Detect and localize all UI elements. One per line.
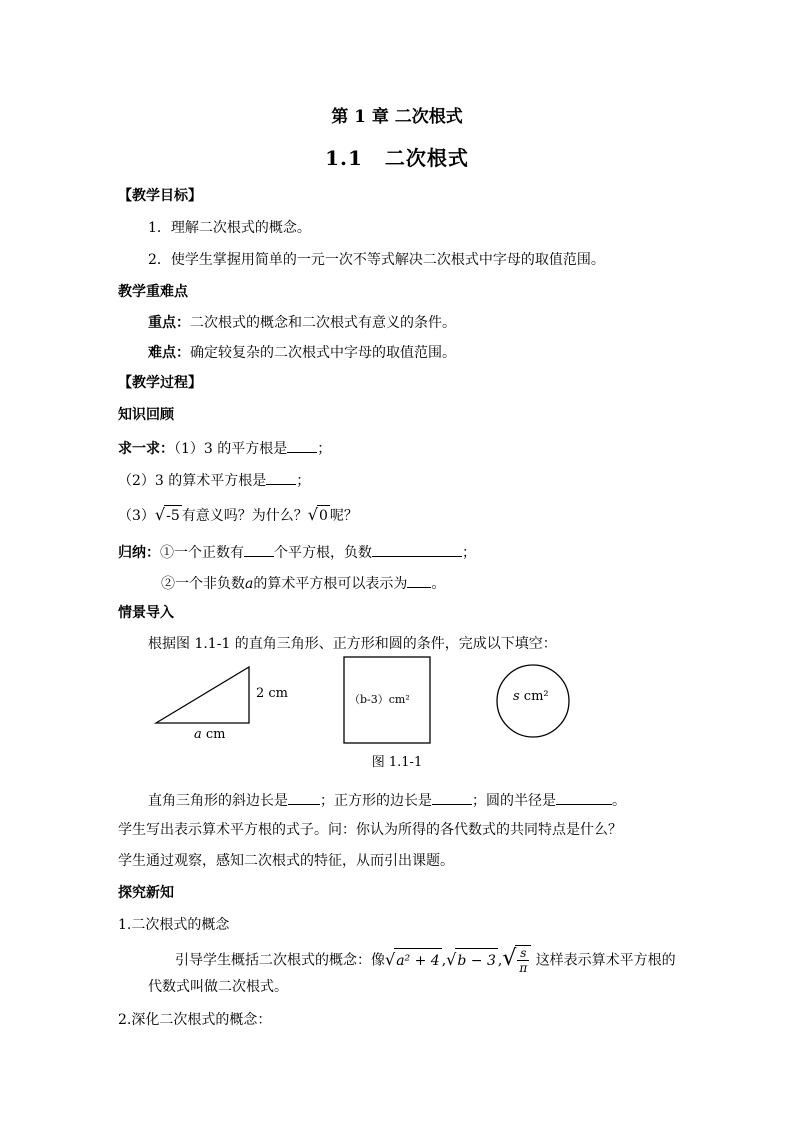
summary-label: 归纳： [118, 545, 160, 561]
answer-blank [288, 789, 320, 805]
review-question-label: 求一求： [118, 441, 174, 457]
review-heading: 知识回顾 [118, 407, 174, 423]
concept-line-2: 代数式叫做二次根式。 [148, 979, 288, 995]
focus-text: 二次根式的概念和二次根式有意义的条件。 [190, 315, 456, 331]
scene-heading: 情景导入 [118, 605, 174, 621]
objective-item-1: 1．理解二次根式的概念。 [148, 220, 311, 236]
sqrt-a-squared-plus-4: √a² + 4 [385, 948, 442, 973]
triangle-base-label: a cm [194, 727, 226, 742]
scene-fill-line: 直角三角形的斜边长是 ；正方形的边长是 ；圆的半径是 。 [148, 789, 626, 811]
scene-paragraph-2: 学生通过观察，感知二次根式的特征，从而引出课题。 [118, 853, 454, 869]
concept-line-1: 引导学生概括二次根式的概念：像√a² + 4 ,√b − 3 ,√ $\frac{s}{\pi}$ 这样表示算术平方根的 [175, 945, 676, 975]
objectives-heading: 【教学目标】 [118, 188, 202, 204]
explore-heading: 探究新知 [118, 885, 174, 901]
review-question-2: （2）3 的算术平方根是 ； [118, 469, 310, 491]
focus-label: 重点： [148, 315, 190, 331]
figure-shapes [0, 650, 794, 770]
section-number: 1.1 [325, 146, 363, 170]
figure-caption: 图 1.1-1 [371, 755, 423, 770]
square-label: （b-3）cm² [349, 693, 410, 706]
sqrt-minus-five: √-5 [154, 505, 180, 524]
triangle-side-label: 2 cm [256, 686, 289, 701]
difficulty-label: 难点： [148, 345, 190, 361]
objective-item-2: 2．使学生掌握用简单的一元一次不等式解决二次根式中字母的取值范围。 [148, 252, 605, 268]
sqrt-zero: √0 [307, 505, 328, 524]
scene-paragraph-1: 学生写出表示算术平方根的式子。问：你认为所得的各代数式的共同特点是什么？ [118, 822, 622, 838]
answer-blank [372, 541, 462, 557]
summary-line-1: 归纳：①一个正数有 个平方根，负数 ； [118, 541, 476, 563]
answer-blank [244, 541, 274, 557]
answer-blank [432, 789, 472, 805]
sqrt-s-over-pi: √ $\frac{s}{\pi}$ [502, 945, 531, 975]
answer-blank [556, 789, 612, 805]
explore-item-1: 1.二次根式的概念 [118, 917, 230, 933]
scene-intro: 根据图 1.1-1 的直角三角形、正方形和圆的条件，完成以下填空： [148, 636, 557, 652]
focus-line [148, 313, 456, 333]
answer-blank [266, 469, 296, 485]
chapter-title: 第 1 章 二次根式 [331, 107, 463, 127]
review-question-3: （3）√-5 有意义吗？为什么？√0 呢？ [118, 505, 358, 524]
process-heading: 【教学过程】 [118, 375, 202, 391]
difficulty-line [148, 343, 456, 363]
section-title [0, 148, 794, 168]
explore-item-2: 2.深化二次根式的概念： [118, 1012, 272, 1028]
difficulty-text: 确定较复杂的二次根式中字母的取值范围。 [190, 345, 456, 361]
summary-line-2: ②一个非负数a的算术平方根可以表示为 。 [161, 572, 445, 594]
answer-blank [287, 437, 317, 453]
review-question-1: 求一求：（1）3 的平方根是 ； [118, 437, 331, 459]
sqrt-b-minus-3: √b − 3 [446, 948, 498, 973]
answer-blank [407, 572, 431, 588]
right-triangle [156, 667, 249, 723]
key-points-heading: 教学重难点 [118, 284, 188, 300]
circle-label: s cm² [513, 689, 549, 704]
section-name: 二次根式 [384, 146, 469, 170]
